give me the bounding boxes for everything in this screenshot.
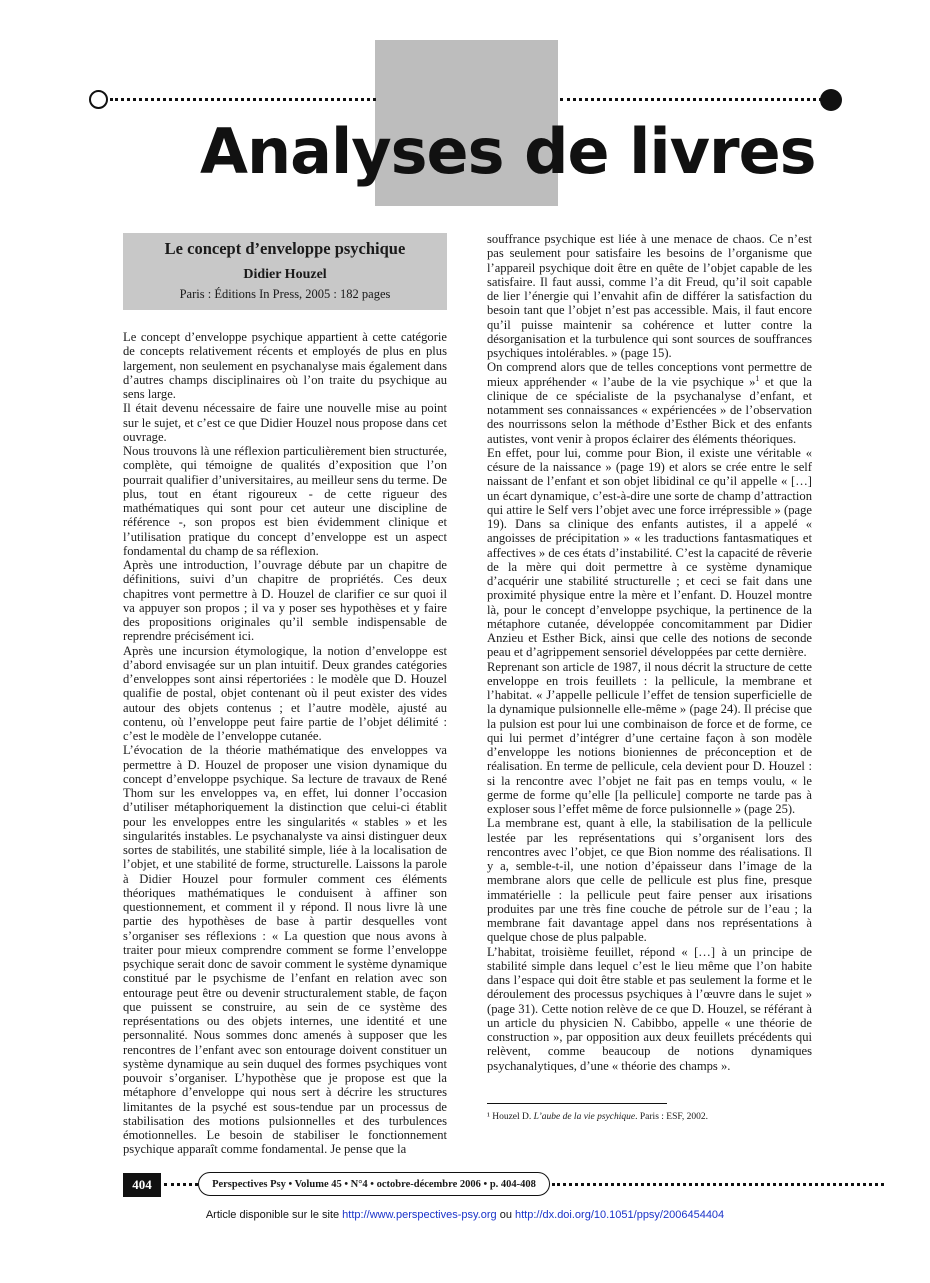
book-author: Didier Houzel <box>243 267 327 282</box>
dotted-rule-left <box>110 98 376 101</box>
paragraph: La membrane est, quant à elle, la stabilisation de la pellicule lestée par les représentations qui s’organisent lors des rencontres avec l’objet, ce que Bion nomme des réalisations. Il y a, semble-t-il, une notion d’épaisseur dans l’image de la membrane alors que celle de pellicule est plus fine, presque immatérielle : la pellicule peut faire penser aux irisations produites par une très fine couche de pétrole sur de l’eau ; la membrane fait davantage appel dans nos représentations à quelque chose de plus palpable. <box>487 816 812 945</box>
page-number: 404 <box>123 1173 161 1197</box>
book-reference-box <box>123 233 447 310</box>
footnote-text: . Paris : ESF, 2002. <box>635 1112 709 1122</box>
availability-text: ou <box>496 1209 515 1221</box>
footnote-rule <box>487 1103 667 1104</box>
filled-dot-ornament-icon <box>820 89 842 111</box>
book-publication: Paris : Éditions In Press, 2005 : 182 pages <box>179 287 391 301</box>
footer-dotted-rule-right <box>552 1183 884 1186</box>
paragraph-text: On comprend alors que de telles conceptions vont permettre de mieux appréhender « l’aube de la vie psychique » <box>487 360 812 389</box>
paragraph: Nous trouvons là une réflexion particulièrement bien structurée, complète, qui témoigne de qualités d’exposition que l’on pourrait qualifier d’universitaires, au meilleur sens du terme. De plus, tout en étant rigoureux - de cette rigueur des mathématiques qui sont pour cet auteur une discipline de référence -, son propos est bien évidemment clinique et l’utilisation pratique du concept d’enveloppe est un aspect fondamental du champ de sa réflexion. <box>123 444 447 558</box>
paragraph: Le concept d’enveloppe psychique appartient à cette catégorie de concepts relativement récents et employés de plus en plus largement, non seulement en psychanalyse mais également dans d’autres champs disciplinaires où l’on traite du psychique au sens large. <box>123 330 447 401</box>
right-column <box>487 232 812 1073</box>
journal-reference: Perspectives Psy • Volume 45 • N°4 • octobre-décembre 2006 • p. 404-408 <box>198 1172 550 1196</box>
footnote-text: Houzel D. <box>489 1112 534 1122</box>
site-link[interactable]: http://www.perspectives-psy.org <box>342 1209 497 1221</box>
footnote-marker: ¹ <box>487 1112 490 1122</box>
circle-ornament-icon <box>89 90 108 109</box>
doi-link[interactable]: http://dx.doi.org/10.1051/ppsy/2006454404 <box>515 1209 725 1221</box>
section-title: Analyses de livres <box>200 115 816 188</box>
paragraph <box>487 360 812 446</box>
left-column <box>123 330 447 1157</box>
paragraph: Reprenant son article de 1987, il nous décrit la structure de cette enveloppe en trois feuillets : la pellicule, la membrane et l’habitat. « J’appelle pellicule l’effet de tension superficielle de la dynamique pulsionnelle elle-même » (page 24). Il précise que la pulsion est pour lui une combinaison de force et de forme, ce qui lui permet d’intégrer d’une certaine façon à son modèle d’enveloppe les notions bioniennes de préconception et de réalisation. En terme de pellicule, cela devient pour D. Houzel : si la rencontre avec l’objet ne fait pas en temps voulu, « le germe de forme qu’elle [la pellicule] comporte ne tarde pas à exploser sous l’effet même de force pulsionnelle » (page 25). <box>487 659 812 816</box>
footer-dotted-rule-left <box>164 1183 198 1186</box>
paragraph: Il était devenu nécessaire de faire une nouvelle mise au point sur le sujet, et c’est ce que Didier Houzel nous propose dans cet ouvrage. <box>123 401 447 444</box>
footnote-book-title: L’aube de la vie psychique <box>533 1112 636 1122</box>
paragraph: Après une incursion étymologique, la notion d’enveloppe est d’abord envisagée sur un plan intuitif. Deux grandes catégories d’enveloppes sont ainsi répertoriées : le modèle que D. Houzel qualifie de postal, objet contenant où il peut exister des vides autour des objets contenus ; et l’autre modèle, ajusté au contenu, où l’enveloppe peut faire partie de l’objet délimité : c’est le modèle de l’enveloppe cutanée. <box>123 643 447 743</box>
availability-notice <box>0 1209 930 1221</box>
footnote <box>487 1111 817 1123</box>
paragraph-text: et que la clinique de ce spécialiste de la psychanalyse d’enfant, et notamment ses connaissances « expériencées » de l’observation des nourrissons selon la méthode d’Esther Bick et des enfants autistes, vont venir à propos éclairer des éléments théoriques. <box>487 374 812 446</box>
availability-text: Article disponible sur le site <box>205 1209 343 1221</box>
dotted-rule-right <box>560 98 822 101</box>
book-title: Le concept d’enveloppe psychique <box>164 239 406 258</box>
paragraph: L’habitat, troisième feuillet, répond « […] à un principe de stabilité simple dans lequel c’est le lieu même que l’on habite dans l’espace qui doit être stable et pas seulement la forme et le déroulement des processus psychiques à l’œuvre dans le sujet » (page 31). Cette notion relève de ce que D. Houzel, se référant à un article du physicien N. Cabibbo, appelle « une théorie de construction », par opposition aux deux feuillets précédents qui relèvent, comme beaucoup de notions dynamiques psychanalytiques, d’une « théorie des champs ». <box>487 944 812 1073</box>
paragraph: souffrance psychique est liée à une menace de chaos. Ce n’est pas seulement pour satisfaire les besoins de l’organisme que l’appareil psychique doit être en quête de l’objet capable de les satisfaire. Il faut aussi, comme l’a dit Freud, qu’il soit capable de lier l’énergie qui l’envahit afin de différer la satisfaction du besoin tant que l’objet n’est pas accessible. Mais, il faut encore qu’il puisse maintenir sa cohérence et lutter contre la désorganisation et la turbulence qui sont sources de souffrances psychiques intolérables. » (page 15). <box>487 232 812 360</box>
paragraph: L’évocation de la théorie mathématique des enveloppes va permettre à D. Houzel de proposer une vision dynamique du concept d’enveloppe psychique. Sa lecture de travaux de René Thom sur les enveloppes va, en effet, lui donner l’occasion d’utiliser métaphoriquement la distinction que celui-ci établit pour les enveloppes entre les singularités « stables » et les singularités instables. Le psychanalyste va ainsi distinguer deux sortes de stabilités, une stabilité simple, liée à la localisation de l’objet, et une stabilité de forme, structurelle. Laissons la parole à Didier Houzel pour formuler comment ces éléments théoriques mathématiques le conduisent à affiner son questionnement, et comment il y répond. Il nous livre là une partie des hypothèses de base à partir desquelles vont s’organiser ses réflexions : « La question que nous avons à traiter pour mieux comprendre comment se forme l’enveloppe psychique serait donc de savoir comment le système dynamique constitué par le psychisme de l’enfant en relation avec son entourage peut être ou devenir structuralement stable, de façon que puissent se construire, au sein de ce système des représentations ou des objets internes, une identité et une personnalité. Nous sommes donc amenés à supposer que les rencontres de l’enfant avec son entourage doivent constituer un système dynamique au sein duquel des formes psychiques vont pouvoir s’organiser. L’hypothèse que je propose est que la métaphore d’enveloppe qui nous sert à décrire les structures limitantes de la psyché est sous-tendue par un processus de stabilisation des motions pulsionnelles et des turbulences émotionnelles. Le besoin de stabiliser le fonctionnement psychique apparaît comme fondamental. Je pense que la <box>123 743 447 1157</box>
paragraph: En effet, pour lui, comme pour Bion, il existe une véritable « césure de la naissance » (page 19) et alors se crée entre le self naissant de l’enfant et son objet libidinal ce qu’il appelle « […] un écart dynamique, c’est-à-dire une sorte de champ d’attraction qui attire le Self vers l’objet avec une force irrépressible » (page 19). Dans sa clinique des enfants autistes, il a appelé « angoisses de précipitation » « les traductions fantasmatiques et affectives » de ces états d’instabilité. C’est la capacité de rêverie de la mère qui doit permettre à ce système dynamique d’acquérir une stabilité structurelle ; et ceci se fait dans une proximité physique entre la mère et l’enfant. D. Houzel montre là, pour le concept d’enveloppe psychique, la pertinence de la métaphore cutanée, développée concomitamment par Didier Anzieu et Esther Bick, ainsi que celle des notions de seconde peau et d’agrippement sensoriel développées par cette dernière. <box>487 445 812 660</box>
footnote-reference[interactable]: 1 <box>755 373 760 383</box>
paragraph: Après une introduction, l’ouvrage débute par un chapitre de définitions, suivi d’un chapitre de propriétés. Ces deux chapitres vont permettre à D. Houzel de clarifier ce sur quoi il va appuyer son propos ; il va y poser ses hypothèses et y faire des propositions originales qu’il semble indispensable de reprendre précisément ici. <box>123 558 447 644</box>
